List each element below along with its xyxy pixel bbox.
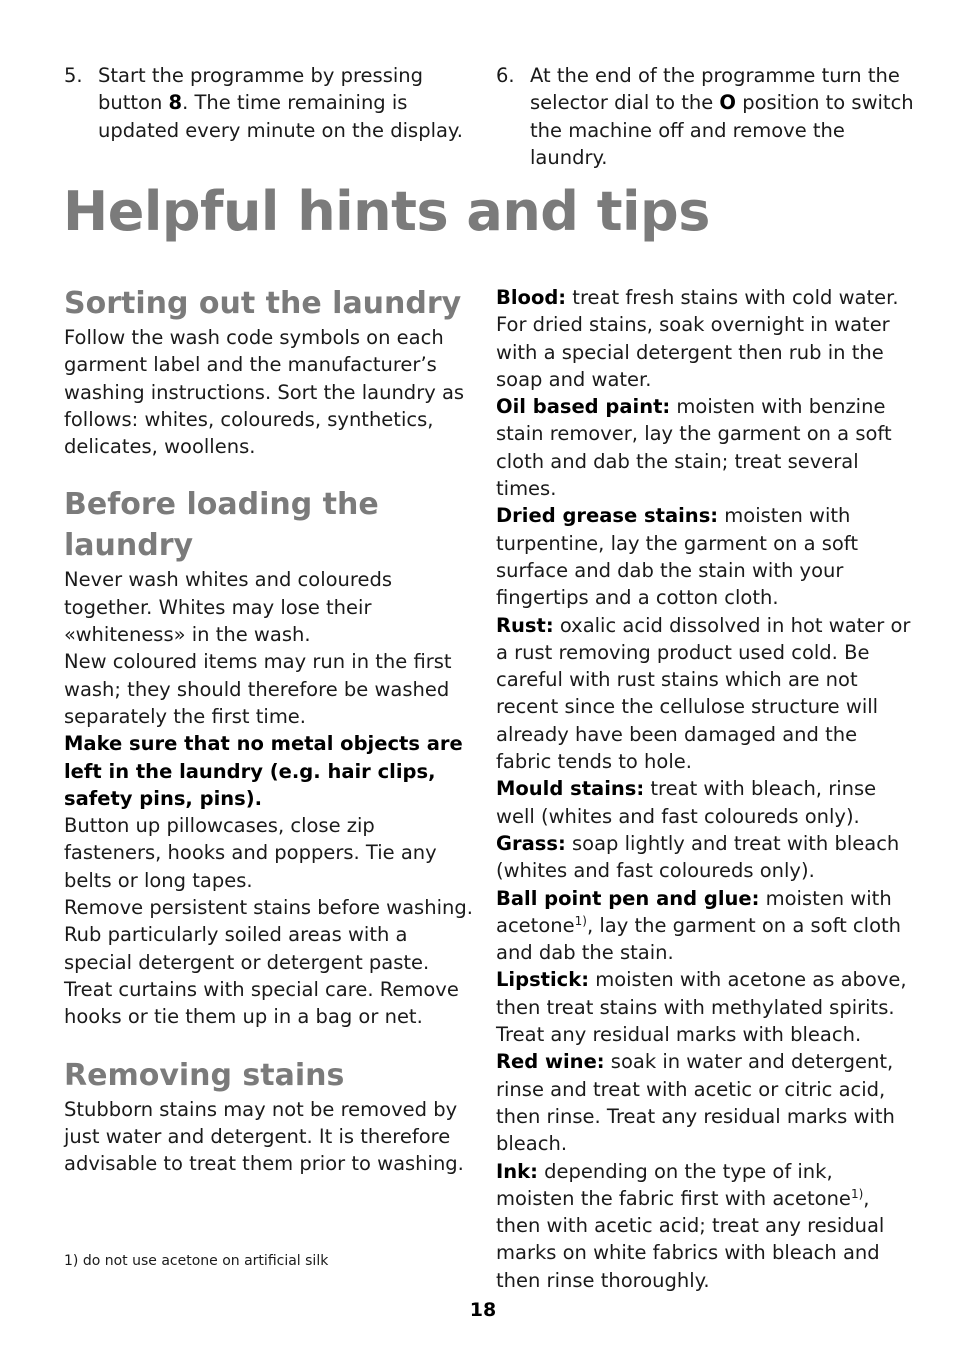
stain-item [496,612,916,776]
section-text: Follow the wash code symbols on each garment label and the manufacturer’s washing instructions. Sort the laundry as follows: whites, coloureds, synthetics, delicates, woollens. [64,326,465,459]
stain-item [496,966,916,1048]
stain-text: soap lightly and treat with bleach (whites and fast coloureds only). [496,831,900,883]
stain-text: moisten with acetone [496,886,892,937]
stain-label: Dried grease stains: [496,504,719,528]
stain-label: Ball point pen and glue: [496,886,760,910]
stain-text: treat fresh stains with cold water. For dried stains, soak overnight in water with a special detergent then rub in the soap and water. [496,286,899,391]
paragraph: Button up pillowcases, close zip fasteners, hooks and poppers. Tie any belts or long tapes. [64,814,437,892]
footnote-marker: 1) [850,1186,864,1201]
stain-item [496,1048,916,1157]
stain-text: soak in water and detergent, rinse and treat with acetic or citric acid, then rinse. Treat any residual marks with bleach. [496,1050,895,1156]
stain-list [496,284,916,1294]
stain-item [496,775,916,830]
step-text-before: Start the programme by pressing button [98,64,424,115]
step-text-after: . The time remaining is updated every minute on the display. [98,91,463,142]
stain-text: moisten with benzine stain remover, lay the garment on a soft cloth and dab the stain; treat several times. [496,395,892,501]
stain-text-after: , then with acetic acid; treat any residual marks on white fabrics with bleach and then rinse thoroughly. [496,1186,885,1292]
stain-label: Ink: [496,1159,538,1183]
step-text [530,62,916,171]
section-text: Stubborn stains may not be removed by just water and detergent. It is therefore advisable to treat them prior to washing. [64,1097,464,1176]
step-text-after: position to switch the machine off and remove the laundry. [530,91,914,169]
left-column [64,283,474,1177]
stain-label: Oil based paint: [496,395,671,419]
stain-item [496,885,916,967]
section-heading: Sorting out the laundry [64,286,462,321]
stain-item [496,1158,916,1294]
section-heading: Removing stains [64,1057,345,1093]
stain-item [496,393,916,502]
paragraph: Remove persistent stains before washing. Rub particularly soiled areas with a special detergent or detergent paste. [64,896,473,974]
step-number: 5. [64,64,83,87]
stain-text: moisten with acetone as above, then treat stains with methylated spirits. Treat any residual marks with bleach. [496,968,907,1047]
stain-text: depending on the type of ink, moisten the fabric first with acetone [496,1159,851,1210]
footnote-marker: 1) [574,913,587,928]
page-number: 18 [469,1299,497,1321]
section-heading: Before loading the laundry [64,487,379,564]
warning-text [64,730,474,812]
stain-label: Lipstick: [496,968,590,992]
sorting-section [64,283,474,460]
stain-label: Mould stains: [496,777,645,801]
footnote: 1) do not use acetone on artificial silk [64,1253,329,1269]
stain-text: treat with bleach, rinse well (whites and fast coloureds only). [496,777,877,828]
warning-bold: Make sure that no metal objects are left in the laundry (e.g. hair clips, safety pins, pins). [64,732,463,810]
dial-position-reference: O [719,91,736,115]
paragraph: Treat curtains with special care. Remove hooks or tie them up in a bag or net. [64,977,459,1029]
stain-text: moisten with turpentine, lay the garment on a soft surface and dab the stain with your fingertips and a cotton cloth. [496,504,858,610]
step-6 [496,62,916,171]
paragraph: New coloured items may run in the first wash; they should therefore be washed separately the first time. [64,650,452,728]
step-text-before: At the end of the programme turn the selector dial to the [530,64,900,115]
stain-label: Blood: [496,286,567,309]
step-5 [64,62,474,144]
stain-item [496,502,916,611]
page-title: Helpful hints and tips [63,180,710,243]
stain-label: Grass: [496,831,566,855]
step-number: 6. [496,64,515,87]
stain-item [496,284,916,393]
step-text [98,62,474,144]
stain-item [496,830,916,885]
paragraph: Never wash whites and coloureds together. Whites may lose their «whiteness» in the wash. [64,568,393,647]
stain-text: oxalic acid dissolved in hot water or a rust removing product used cold. Be careful with rust stains which are not recent since the cellulose structure will already have been damaged and the fabric tends to hole. [496,613,911,774]
before-loading-section [64,484,474,1030]
button-reference: 8 [168,91,183,115]
stain-text-after: , lay the garment on a soft cloth and dab the stain. [496,913,902,965]
stain-label: Rust: [496,613,554,637]
removing-stains-section [64,1055,474,1178]
stain-label: Red wine: [496,1050,605,1074]
